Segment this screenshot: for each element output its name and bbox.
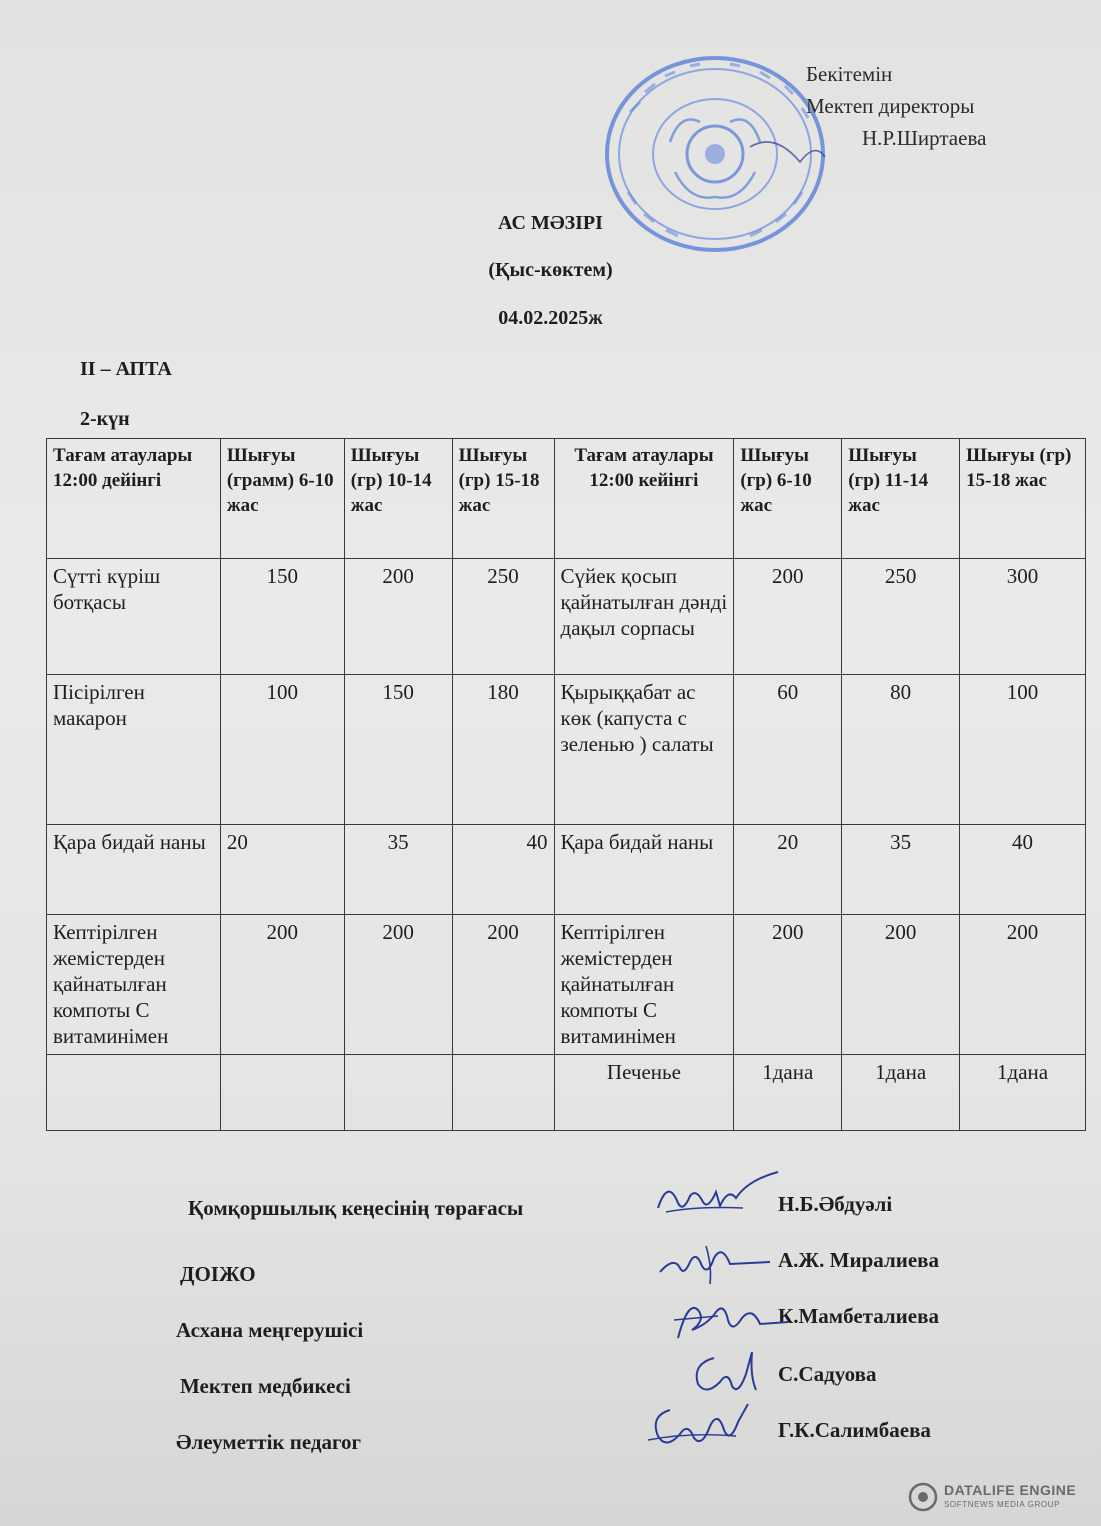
header-cell: Шығуы (гр) 10-14 жас [344,439,452,559]
signature-name: Н.Б.Әбдуәлі [778,1192,893,1216]
table-cell [220,1055,344,1131]
director-name: Н.Р.Ширтаева [862,126,987,150]
table-cell: 35 [344,825,452,915]
table-cell: 80 [842,675,960,825]
signature-name: С.Садуова [778,1362,877,1386]
table-cell: 300 [960,559,1086,675]
table-cell: Қара бидай наны [47,825,221,915]
table-row [47,825,1086,915]
table-cell: 200 [452,915,554,1055]
table-cell: 1дана [734,1055,842,1131]
table-cell: Кептірілген жемістерден қайнатылған компоты С витаминімен [47,915,221,1055]
handwritten-signature-icon [668,1290,798,1350]
signature-name: К.Мамбеталиева [778,1304,939,1328]
table-cell: Қара бидай наны [554,825,734,915]
table-cell: 60 [734,675,842,825]
header-cell: Шығуы (грамм) 6-10 жас [220,439,344,559]
datalife-logo-icon [908,1482,938,1512]
signature-role: Мектеп медбикесі [180,1374,351,1398]
signature-role: ДОІЖО [180,1262,256,1286]
table-cell: 250 [842,559,960,675]
table-cell: Пісірілген макарон [47,675,221,825]
page-title: АС МӘЗІРІ [498,212,603,234]
signature-role: Асхана меңгерушісі [176,1318,364,1342]
table-cell: Қырыққабат ас көк (капуста с зеленью ) салаты [554,675,734,825]
table-cell: 40 [452,825,554,915]
signature-name: Г.К.Салимбаева [778,1418,931,1442]
header-cell: Шығуы (гр) 15-18 жас [452,439,554,559]
table-cell: 180 [452,675,554,825]
header-cell: Шығуы (гр) 11-14 жас [842,439,960,559]
table-header-row [47,439,1086,559]
table-cell: 150 [220,559,344,675]
watermark [908,1478,1088,1518]
handwritten-signature-icon [650,1236,790,1286]
handwritten-signature-icon [684,1346,784,1402]
table-row [47,1055,1086,1131]
table-cell: 1дана [960,1055,1086,1131]
signature-role: Әлеуметтік педагог [176,1430,362,1454]
table-cell: 100 [960,675,1086,825]
table-cell: 20 [220,825,344,915]
signature-name: А.Ж. Миралиева [778,1248,940,1272]
table-cell: 35 [842,825,960,915]
table-cell: 200 [220,915,344,1055]
approval-block [806,58,1066,154]
table-cell: 20 [734,825,842,915]
table-cell [47,1055,221,1131]
table-cell: 200 [734,559,842,675]
table-row [47,675,1086,825]
table-cell: Кептірілген жемістерден қайнатылған компоты С витаминімен [554,915,734,1055]
table-cell: Сүтті күріш ботқасы [47,559,221,675]
header-cell: Шығуы (гр) 15-18 жас [960,439,1086,559]
season-label: (Қыс-көктем) [488,259,613,281]
header-cell: Шығуы (гр) 6-10 жас [734,439,842,559]
approval-line-1: Бекітемін [806,62,893,86]
header-cell: Тағам атаулары 12:00 дейінгі [47,439,221,559]
table-cell: 200 [734,915,842,1055]
table-cell: Сүйек қосып қайнатылған дәнді дақыл сорпасы [554,559,734,675]
day-label: 2-күн [80,408,130,430]
table-cell: 250 [452,559,554,675]
approval-line-2: Мектеп директоры [806,94,975,118]
watermark-brand: DATALIFE ENGINE [944,1482,1077,1498]
table-cell: 200 [960,915,1086,1055]
week-label: ІІ – АПТА [80,358,172,380]
menu-table [46,438,1086,1131]
table-cell: 100 [220,675,344,825]
table-cell: 40 [960,825,1086,915]
header-cell: Тағам атаулары 12:00 кейінгі [554,439,734,559]
handwritten-signature-icon [640,1396,760,1456]
table-cell: Печенье [554,1055,734,1131]
table-cell [344,1055,452,1131]
handwritten-signature-icon [648,1168,788,1228]
table-cell [452,1055,554,1131]
table-cell: 150 [344,675,452,825]
table-cell: 200 [344,915,452,1055]
signature-role: Қомқоршылық кеңесінің төрағасы [188,1196,524,1220]
table-row [47,915,1086,1055]
watermark-tagline: SOFTNEWS MEDIA GROUP [944,1500,1061,1509]
table-cell: 200 [344,559,452,675]
table-cell: 1дана [842,1055,960,1131]
table-cell: 200 [842,915,960,1055]
table-row [47,559,1086,675]
menu-date: 04.02.2025ж [498,307,603,329]
